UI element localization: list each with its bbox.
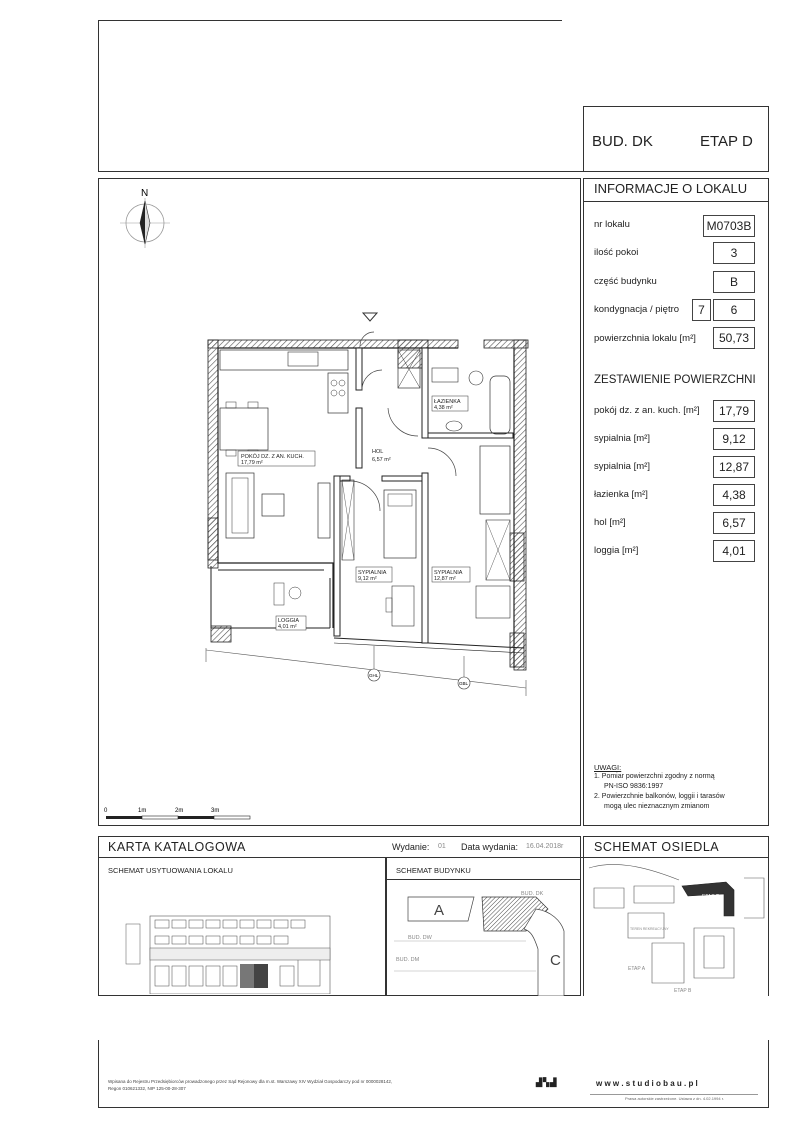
summary-value-bathroom: 4,38 <box>713 484 755 506</box>
info-label-number: nr lokalu <box>594 219 630 230</box>
estate-title: SCHEMAT OSIEDLA <box>594 840 720 854</box>
scale-label-3: 3m <box>211 808 220 814</box>
building-label-c: C <box>550 952 561 969</box>
estate-label-a: ETAP A <box>628 966 646 972</box>
location-scheme-title: SCHEMAT USYTUOWANIA LOKALU <box>108 866 233 875</box>
info-value-part: B <box>713 271 755 293</box>
building-label-dm: BUD. DM <box>396 957 420 963</box>
building-label-dw: BUD. DW <box>408 935 432 941</box>
estate-label-d: ETAP D <box>702 894 720 900</box>
header-white-patch <box>562 14 772 106</box>
info-label-floor: kondygnacja / piętro <box>594 304 680 315</box>
building-label: BUD. DK <box>592 133 653 150</box>
website-link[interactable]: w w w . s t u d i o b a u . p l <box>596 1079 698 1088</box>
info-label-part: część budynku <box>594 276 657 287</box>
building-scheme-title: SCHEMAT BUDYNKU <box>396 866 471 875</box>
info-value-area: 50,73 <box>713 327 755 349</box>
room-loggia-name: LOGGIA <box>278 618 300 624</box>
room-bedroom1-name: SYPIALNIA <box>358 570 387 576</box>
info-value-floor: 6 <box>713 299 755 321</box>
room-bedroom2-name: SYPIALNIA <box>434 570 463 576</box>
estate-scheme <box>584 858 768 996</box>
room-bathroom-area: 4,38 m² <box>434 405 453 411</box>
building-scheme <box>386 879 581 996</box>
scale-label-0: 0 <box>104 808 108 814</box>
edition-label: Wydanie: <box>392 842 430 852</box>
estate-label-b: ETAP B <box>674 988 692 994</box>
stage-label: ETAP D <box>700 133 753 150</box>
notes-line-1: 1. Pomiar powierzchni zgodny z normą <box>594 773 715 780</box>
north-label: N <box>141 188 149 199</box>
notes-title: UWAGI: <box>594 763 622 772</box>
compass-icon <box>120 198 170 248</box>
room-bedroom2-area: 12,87 m² <box>434 576 456 582</box>
catalog-title: KARTA KATALOGOWA <box>108 840 246 854</box>
summary-value-loggia: 4,01 <box>713 540 755 562</box>
summary-value-bedroom2: 12,87 <box>713 456 755 478</box>
info-title-rule <box>583 201 769 202</box>
building-label-a: A <box>434 902 445 919</box>
info-title: INFORMACJE O LOKALU <box>594 181 748 196</box>
room-bedroom1-area: 9,12 m² <box>358 576 377 582</box>
date-value: 16.04.2018r <box>526 843 564 850</box>
location-scheme <box>120 908 340 994</box>
summary-label-bedroom1: sypialnia [m²] <box>594 433 650 444</box>
info-value-storey: 7 <box>692 299 711 321</box>
summary-value-living: 17,79 <box>713 400 755 422</box>
room-hall-area: 6,57 m² <box>372 457 391 463</box>
footer-rule <box>590 1094 758 1095</box>
summary-label-bedroom2: sypialnia [m²] <box>594 461 650 472</box>
scale-label-2: 2m <box>175 808 184 814</box>
logo-icon: ▟▚▟ <box>536 1078 558 1087</box>
scale-label-1: 1m <box>138 808 147 814</box>
room-living-area: 17,79 m² <box>241 460 263 466</box>
notes-line-4: mogą ulec nieznacznym zmianom <box>604 803 710 810</box>
scale-bar <box>104 808 250 819</box>
estate-label-recreation: TEREN REKREACYJNY <box>630 927 669 931</box>
copyright-text: Prawa autorskie zastrzeżone. Ustawa z dn. 4.02.1994 r. <box>625 1096 724 1101</box>
room-bathroom-name: ŁAZIENKA <box>434 399 461 405</box>
room-living-name: POKÓJ DZ. Z AN. KUCH. <box>241 454 304 460</box>
summary-value-hall: 6,57 <box>713 512 755 534</box>
building-label-dk: BUD. DK <box>521 891 544 897</box>
summary-title: ZESTAWIENIE POWIERZCHNI <box>594 374 756 386</box>
info-label-area: powierzchnia lokalu [m²] <box>594 333 696 344</box>
notes-line-3: 2. Powierzchnie balkonów, loggii i tarasów <box>594 793 725 800</box>
floor-plan <box>98 178 581 826</box>
info-value-number: M0703B <box>703 215 755 237</box>
info-label-rooms: ilość pokoi <box>594 247 639 258</box>
date-label: Data wydania: <box>461 842 519 852</box>
summary-label-loggia: loggia [m²] <box>594 545 639 556</box>
room-hall-name: HOL <box>372 449 384 455</box>
notes-line-2: PN-ISO 9836:1997 <box>604 783 664 790</box>
summary-label-bathroom: łazienka [m²] <box>594 489 648 500</box>
axis-label-2: GBL <box>459 681 469 686</box>
axis-label-1: GHL <box>369 673 379 678</box>
edition-value: 01 <box>438 843 446 850</box>
summary-label-hall: hol [m²] <box>594 517 626 528</box>
info-value-rooms: 3 <box>713 242 755 264</box>
room-loggia-area: 4,01 m² <box>278 624 297 630</box>
registry-text: Wpisana do Rejestru Przedsiębiorców prowadzonego przez Sąd Rejonowy dla m.st. Warszawy XIV Wydział Gospodarczy pod nr 0000028142, <box>108 1079 393 1084</box>
summary-label-living: pokój dz. z an. kuch. [m²] <box>594 405 700 416</box>
summary-value-bedroom1: 9,12 <box>713 428 755 450</box>
registry-text-2: Regon 010621332, NIP 125-00-28-307 <box>108 1086 186 1091</box>
